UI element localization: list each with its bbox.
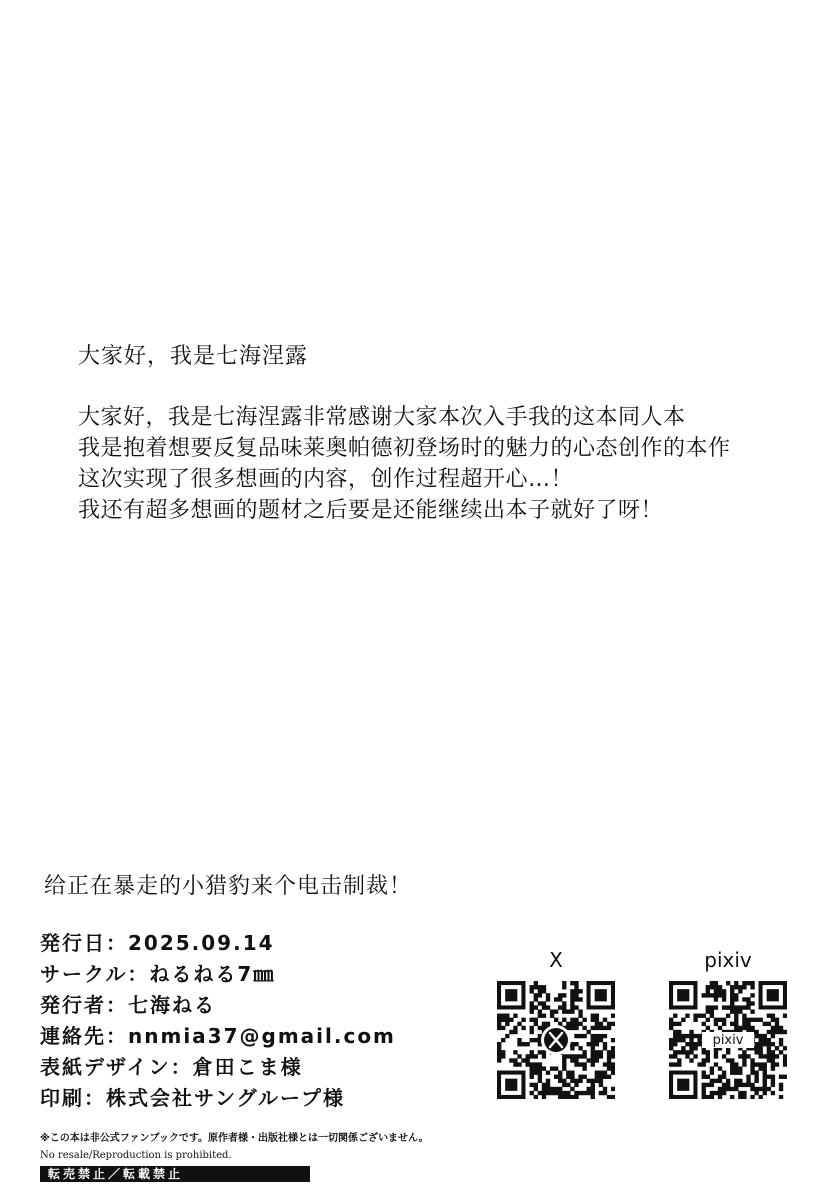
pixiv-logo-text: pixiv xyxy=(712,1033,744,1048)
colophon-details xyxy=(40,928,460,1114)
x-logo-icon xyxy=(541,1025,571,1055)
pixiv-qr-code[interactable] xyxy=(669,981,787,1099)
reprint-prohibited-bar: 転売禁止／転載禁止 xyxy=(40,1166,310,1182)
x-qr-code[interactable] xyxy=(497,981,615,1099)
circle-name: サークル：ねるねる7㎜ xyxy=(40,962,276,986)
afterword-line: 我还有超多想画的题材之后要是还能继续出本子就好了呀！ xyxy=(78,498,664,523)
pixiv-qr-block xyxy=(658,945,798,1099)
afterword-line: 大家好，我是七海涅露非常感谢大家本次入手我的这本同人本 xyxy=(78,405,686,430)
x-qr-block xyxy=(486,945,626,1099)
cover-design-credit: 表紙デザイン：倉田こま様 xyxy=(40,1055,303,1079)
afterword-body xyxy=(78,402,798,526)
pixiv-logo-icon xyxy=(702,1032,754,1048)
contact-email: 連絡先：nnmia37@gmail.com xyxy=(40,1024,396,1048)
afterword-line: 这次实现了很多想画的内容，创作过程超开心…！ xyxy=(78,467,574,492)
no-resale-notice: No resale/Reproduction is prohibited. xyxy=(40,1150,232,1161)
pixiv-qr-label: pixiv xyxy=(704,948,752,972)
publisher: 発行者：七海ねる xyxy=(40,993,216,1017)
afterword-greeting: 大家好，我是七海涅露 xyxy=(78,344,309,369)
x-qr-label: X xyxy=(549,948,563,972)
publish-date: 発行日：2025.09.14 xyxy=(40,931,275,955)
afterword-line: 我是抱着想要反复品味莱奥帕德初登场时的魅力的心态创作的本作 xyxy=(78,436,731,461)
fan-book-notice: ※この本は非公式ファンブックです。原作者様・出版社様とは一切関係ございません。 xyxy=(40,1133,429,1144)
afterword-section xyxy=(78,340,798,526)
colophon-title: 给正在暴走的小猎豹来个电击制裁！ xyxy=(44,874,413,899)
printer-credit: 印刷：株式会社サングループ様 xyxy=(40,1086,345,1110)
